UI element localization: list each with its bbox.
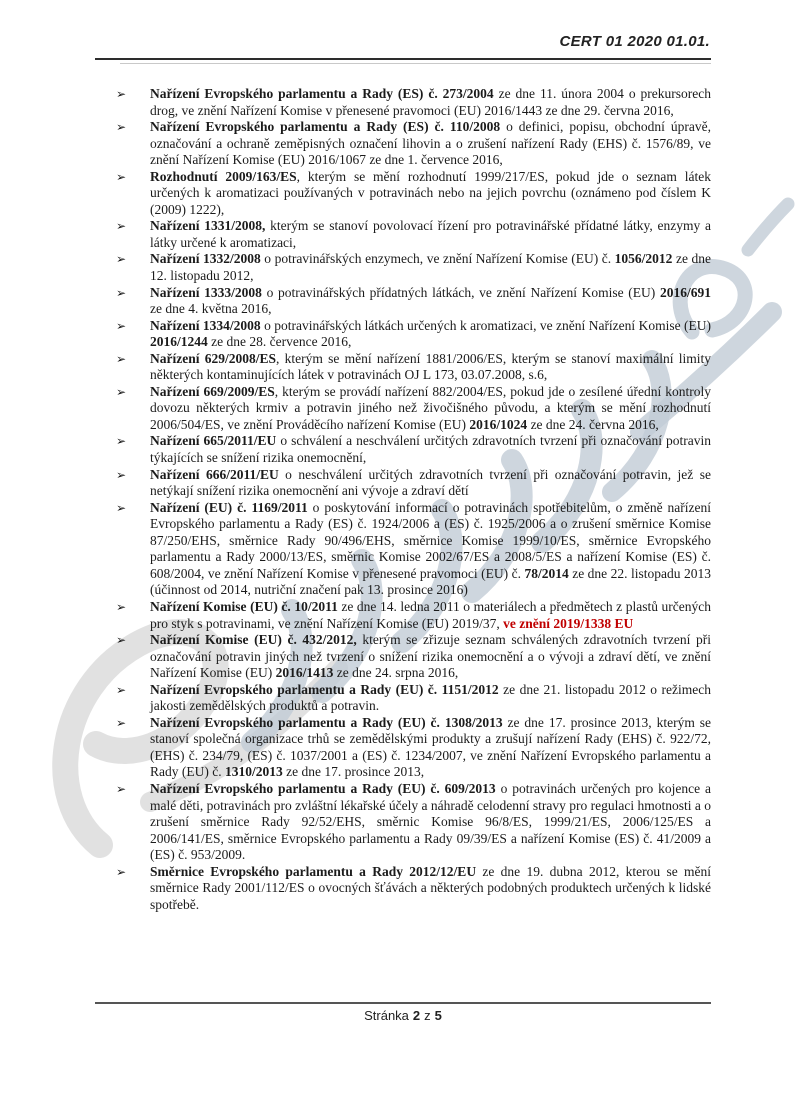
regulation-text: , kterým se mění rozhodnutí 1999/217/ES, pokud jde o seznam látek určených k aromatizaci používaných v potravinách nebo na jejich povrchu (oznámeno pod číslem K (2009) 1222), [150, 168, 711, 217]
regulation-title-text: Nařízení 1333/2008 [150, 284, 262, 300]
regulation-text: ze dne 17. prosince 2013, kterým se stanoví společná organizace trhů se zemědělskými produkty a zrušují nařízení Rady (EHS) č. 922/72, (EHS) č. 234/79, (ES) č. 1037/2001 a (ES) č. 1234/2007, ve znění Nařízení Evropského parlamentu a Rady (EU) č. [150, 714, 711, 780]
bullet-arrow-icon: ➢ [116, 351, 127, 366]
header-divider [95, 58, 711, 60]
regulation-title-text: Nařízení (EU) č. 1169/2011 [150, 499, 308, 515]
regulation-text: o definici, popisu, obchodní úpravě, označování a ochraně zeměpisných označení lihovin a o zrušení nařízení Rady (EHS) č. 1576/89, ve znění Nařízení Komise (EU) 2016/1067 ze dne 1. července 2016, [150, 119, 711, 168]
regulation-text: , kterým se provádí nařízení 882/2004/ES, pokud jde o zesílené úřední kontroly dovozu některých krmiv a potravin jiného než živočišného původu, a kterým se mění rozhodnutí 2006/504/ES, ve znění Prováděcího nařízení Komise (EU) [150, 383, 712, 432]
bullet-arrow-icon: ➢ [116, 169, 127, 184]
bullet-arrow-icon: ➢ [116, 252, 127, 267]
regulation-title-text: Nařízení 666/2011/EU [150, 466, 279, 482]
header-doc-code: CERT 01 2020 01.01. [559, 33, 710, 50]
header-divider-shadow [120, 63, 711, 64]
list-item [95, 781, 711, 864]
regulation-title-text: 2016/691 [659, 284, 711, 300]
bullet-arrow-icon: ➢ [116, 219, 127, 234]
regulation-text: o neschválení určitých zdravotních tvrzení při označování potravin, jež se netýkají snížení rizika onemocnění ani vývoje a zdraví dětí [150, 466, 711, 499]
regulation-text: o potravinářských přídatných látkách, ve znění Nařízení Komise (EU) [261, 284, 660, 300]
regulation-text: o potravinách určených pro kojence a malé děti, potravinách pro zvláštní lékařské účely a náhradě celodenní stravy pro regulaci hmotnosti a o zrušení směrnice Rady 92/52/EHS, směrnic Komise 96/8/ES, 1999/21/ES, 2006/125/ES a 2006/141/ES, směrnice Evropského parlamentu a Rady 09/39/ES a nařízení Komise (ES) č. 41/2009 a (ES) č. 953/2009. [150, 780, 711, 863]
regulation-title-text: Nařízení Komise (EU) č. 10/2011 [150, 598, 338, 614]
regulation-title-text: 2016/1413 [275, 665, 334, 681]
regulation-text: ze dne 14. ledna 2011 o materiálech a předmětech z plastů určených pro styk s potravinami, ve znění Nařízení Komise (EU) 2019/37, [150, 598, 711, 631]
bullet-arrow-icon: ➢ [116, 682, 127, 697]
regulation-title-text: Nařízení 665/2011/EU [150, 433, 277, 449]
regulation-title-text: Nařízení Evropského parlamentu a Rady (EU) č. 1151/2012 [150, 681, 499, 697]
list-item [95, 169, 711, 219]
bullet-arrow-icon: ➢ [116, 434, 127, 449]
amendment-red-text: ve znění 2019/1338 EU [503, 615, 634, 631]
regulation-text: ze dne 24. června 2016, [527, 416, 659, 432]
list-item [95, 632, 711, 682]
list-item [95, 599, 711, 632]
bullet-arrow-icon: ➢ [116, 467, 127, 482]
footer-separator: z [424, 1008, 431, 1023]
list-item [95, 500, 711, 599]
regulation-title-text: Nařízení Evropského parlamentu a Rady (EU) č. 1308/2013 [150, 714, 503, 730]
regulation-text: ze dne 12. listopadu 2012, [150, 251, 711, 284]
bullet-arrow-icon: ➢ [116, 599, 127, 614]
list-item [95, 467, 711, 500]
bullet-arrow-icon: ➢ [116, 285, 127, 300]
regulation-title-text: Rozhodnutí 2009/163/ES [150, 168, 297, 184]
footer-page-word: Stránka [364, 1008, 409, 1023]
regulation-text: kterým se zřizuje seznam schválených zdravotních tvrzení při označování potravin jiných než tvrzení o snížení rizika onemocnění a o vývoji a zdraví dětí, ve znění Nařízení Komise (EU) [150, 632, 711, 681]
regulation-title-text: 1310/2013 [224, 764, 283, 780]
regulation-text: ze dne 24. srpna 2016, [333, 665, 459, 681]
list-item [95, 864, 711, 914]
bullet-arrow-icon: ➢ [116, 633, 127, 648]
regulation-title-text: 78/2014 [524, 565, 569, 581]
regulation-text: ze dne 22. listopadu 2013 (účinnost od 2014, nutriční značení pak 13. prosince 2016) [150, 565, 711, 598]
bullet-arrow-icon: ➢ [116, 781, 127, 796]
regulation-title-text: 2016/1244 [150, 334, 208, 350]
list-item [95, 351, 711, 384]
bullet-arrow-icon: ➢ [116, 87, 127, 101]
list-item [95, 318, 711, 351]
regulation-text: ze dne 21. listopadu 2012 o režimech jakosti zemědělských produktů a potravin. [150, 681, 711, 714]
bullet-arrow-icon: ➢ [116, 715, 127, 730]
regulation-title-text: Nařízení 1334/2008 [150, 317, 261, 333]
bullet-arrow-icon: ➢ [116, 318, 127, 333]
list-item [95, 682, 711, 715]
bullet-arrow-icon: ➢ [116, 500, 127, 515]
list-item [95, 285, 711, 318]
bullet-arrow-icon: ➢ [116, 120, 127, 135]
regulation-list [95, 86, 711, 913]
page-footer [95, 1008, 711, 1023]
footer-divider [95, 1002, 711, 1004]
footer-page-number: 2 [412, 1008, 421, 1023]
list-item [95, 218, 711, 251]
regulation-text: kterým se stanoví povolovací řízení pro potravinářské přídatné látky, enzymy a látky určené k aromatizaci, [150, 218, 711, 250]
list-item [95, 251, 711, 284]
regulation-title-text: Nařízení 1331/2008, [150, 218, 266, 234]
document-body [95, 86, 711, 913]
regulation-title-text: Nařízení Evropského parlamentu a Rady (ES) č. 110/2008 [150, 119, 501, 135]
regulation-title-text: Nařízení 669/2009/ES [150, 383, 275, 399]
regulation-title-text: Nařízení 629/2008/ES [150, 350, 277, 366]
regulation-text: ze dne 17. prosince 2013, [282, 764, 425, 780]
regulation-text: ze dne 4. května 2016, [150, 301, 272, 317]
regulation-text: o potravinářských látkách určených k aromatizaci, ve znění Nařízení Komise (EU) [260, 317, 711, 333]
regulation-title-text: 1056/2012 [614, 251, 673, 267]
list-item [95, 715, 711, 781]
regulation-text: o poskytování informací o potravinách spotřebitelům, o změně nařízení Evropského parlamentu a Rady (ES) č. 1924/2006 a (ES) č. 1925/2006 a o zrušení směrnice Komise 87/250/EHS, směrnice Rady 90/496/EHS, směrnice Komise 1999/10/ES, směrnice Evropského parlamentu a Rady 2000/13/ES, směrnic Komise 2002/67/ES a 2008/5/ES a nařízení Komise (ES) č. 608/2004, ve znění Nařízení Komise v přenesené pravomoci (EU) č. [150, 499, 711, 581]
regulation-title-text: Nařízení 1332/2008 [150, 251, 261, 267]
regulation-title-text: Nařízení Evropského parlamentu a Rady (EU) č. 609/2013 [150, 780, 496, 796]
footer-page-total: 5 [434, 1008, 442, 1023]
list-item [95, 86, 711, 119]
regulation-text: ze dne 19. dubna 2012, kterou se mění směrnice Rady 2001/112/ES o ovocných šťávách a některých podobných produktech určených k lidské spotřebě. [150, 863, 712, 912]
regulation-text: , kterým se mění nařízení 1881/2006/ES, kterým se stanoví maximální limity některých kontaminujících látek v potravinách OJ L 173, 03.07.2008, s.6, [150, 350, 712, 383]
regulation-text: o potravinářských enzymech, ve znění Nařízení Komise (EU) č. [260, 251, 615, 267]
regulation-title-text: Směrnice Evropského parlamentu a Rady 2012/12/EU [150, 863, 477, 879]
regulation-title-text: Nařízení Komise (EU) č. 432/2012, [150, 632, 357, 648]
regulation-text: o schválení a neschválení určitých zdravotních tvrzení při označování potravin týkajících se snížení rizika onemocnění, [150, 433, 712, 466]
list-item [95, 384, 711, 434]
regulation-title-text: Nařízení Evropského parlamentu a Rady (ES) č. 273/2004 [150, 86, 494, 101]
regulation-text: ze dne 11. února 2004 o prekursorech drog, ve znění Nařízení Komise v přenesené pravomoci (EU) 2016/1443 ze dne 29. června 2016, [150, 86, 711, 118]
bullet-arrow-icon: ➢ [116, 384, 127, 399]
bullet-arrow-icon: ➢ [116, 864, 127, 879]
list-item [95, 119, 711, 169]
list-item [95, 433, 711, 466]
regulation-title-text: 2016/1024 [469, 416, 528, 432]
regulation-text: ze dne 28. července 2016, [207, 334, 352, 350]
